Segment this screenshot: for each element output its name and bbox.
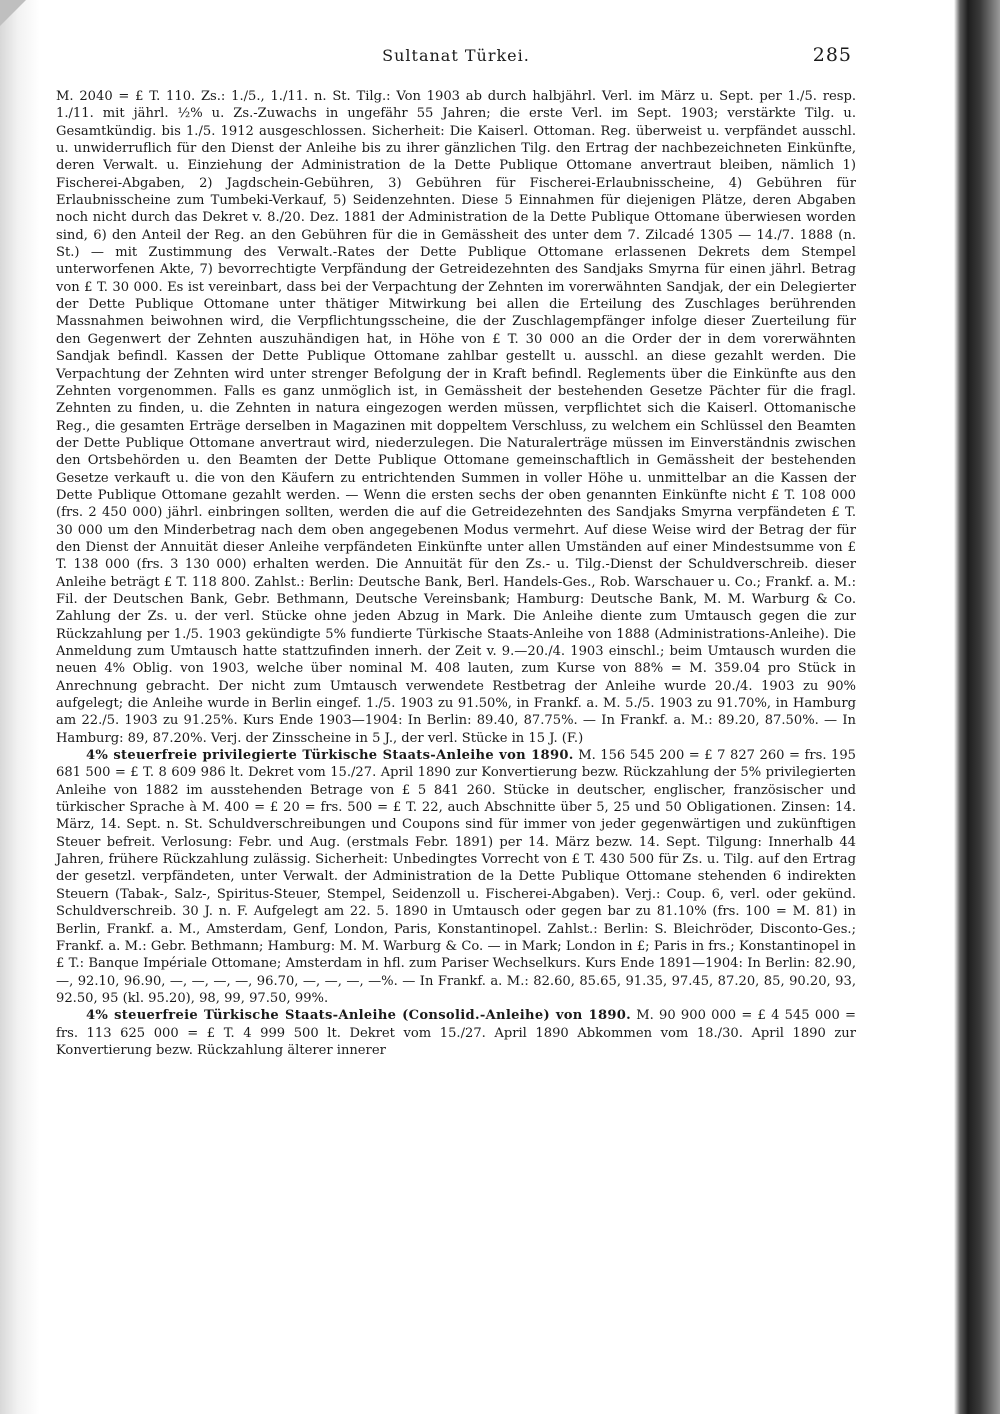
book-binding-edge	[954, 0, 1000, 1414]
paragraph-text: M. 2040 = £ T. 110. Zs.: 1./5., 1./11. n. St. Tilg.: Von 1903 ab durch halbjährl. Verl. im März u. Sept. per 1./5. resp. 1./11. mit jährl. ½% u. Zs.-Zuwachs in ungefähr 55 Jahren; die erste Verl. im Sept. 1903; verstärkte Tilg. u. Gesamtkündig. bis 1./5. 1912 ausgeschlossen. Sicherheit: Die Kaiserl. Ottoman. Reg. überweist u. verpfändet ausschl. u. unwiderruflich für den Dienst der Anleihe bis zu ihrer gänzlichen Tilg. den Ertrag der nachbezeichneten Einkünfte, deren Verwalt. u. Einziehung der Administration de la Dette Publique Ottomane anvertraut bleiben, nämlich 1) Fischerei-Abgaben, 2) Jagdschein-Gebühren, 3) Gebühren für Fischerei-Erlaubnisscheine, 4) Gebühren für Erlaubnisscheine zum Tumbeki-Verkauf, 5) Seidenzehnten. Diese 5 Einnahmen für diejenigen Plätze, deren Abgaben noch nicht durch das Dekret v. 8./20. Dez. 1881 der Administration de la Dette Publique Ottomane überwiesen worden sind, 6) den Anteil der Reg. an den Gebühren für die in Gemässheit des unter dem 7. Zilcadé 1305 — 14./7. 1888 (n. St.) — mit Zustimmung des Verwalt.-Rates der Dette Publique Ottomane erlassenen Dekrets dem Stempel unterworfenen Akte, 7) bevorrechtigte Verpfändung der Getreidezehnten des Sandjaks Smyrna für einen jährl. Betrag von £ T. 30 000. Es ist vereinbart, dass bei der Verpachtung der Zehnten im vorerwähnten Sandjak, der ein Delegierter der Dette Publique Ottomane unter thätiger Mitwirkung bei allen die Erteilung des Zuschlages berührenden Massnahmen beiwohnen wird, die Verpflichtungsscheine, die der Zuschlagempfänger infolge dieser Zuerteilung für den Gegenwert der Zehnten auszuhändigen hat, in Höhe von £ T. 30 000 an die Order der in dem vorerwähnten Sandjak befindl. Kassen der Dette Publique Ottomane zahlbar gestellt u. ausschl. an diese gezahlt werden. Die Verpachtung der Zehnten wird unter strenger Befolgung der in Kraft befindl. Reglements über die Einkünfte aus den Zehnten vorgenommen. Falls es ganz unmöglich ist, in Gemässheit der bestehenden Gesetze Pächter für die fragl. Zehnten zu finden, u. die Zehnten in natura eingezogen werden müssen, verpflichtet sich die Kaiserl. Ottomanische Reg., die gesamten Erträge derselben in Magazinen mit doppeltem Verschluss, zu welchem ein Schlüssel den Beamten der Dette Publique Ottomane anvertraut wird, niederzulegen. Die Naturalerträge müssen im Einverständnis zwischen den Ortsbehörden u. den Beamten der Dette Publique Ottomane gemeinschaftlich in Gemässheit der bestehenden Gesetze verkauft u. die von den Käufern zu entrichtenden Summen in voller Höhe u. unmittelbar an die Kassen der Dette Publique Ottomane gezahlt werden. — Wenn die ersten sechs der oben genannten Einkünfte nicht £ T. 108 000 (frs. 2 450 000) jährl. einbringen sollten, werden die auf die Getreidezehnten des Sandjaks Smyrna verpfändeten £ T. 30 000 um den Minderbetrag nach dem oben angegebenen Modus vermehrt. Auf diese Weise wird der Betrag der für den Dienst der Annuität dieser Anleihe verpfändeten Einkünfte unter allen Umständen auf einer Mindestsumme von £ T. 138 000 (frs. 3 130 000) erhalten werden. Die Annuität für den Zs.- u. Tilg.-Dienst der Schuldverschreib. dieser Anleihe beträgt £ T. 118 800. Zahlst.: Berlin: Deutsche Bank, Berl. Handels-Ges., Rob. Warschauer u. Co.; Frankf. a. M.: Fil. der Deutschen Bank, Gebr. Bethmann, Deutsche Vereinsbank; Hamburg: Deutsche Bank, M. M. Warburg & Co. Zahlung der Zs. u. der verl. Stücke ohne jeden Abzug in Mark. Die Anleihe diente zum Umtausch gegen die zur Rückzahlung per 1./5. 1903 gekündigte 5% fundierte Türkische Staats-Anleihe von 1888 (Administrations-Anleihe). Die Anmeldung zum Umtausch hatte stattzufinden innerh. der Zeit v. 9.—20./4. 1903 einschl.; beim Umtausch wurden die neuen 4% Oblig. von 1903, welche über nominal M. 408 lauten, zum Kurse von 88% = M. 359.04 pro Stück in Anrechnung gebracht. Der nicht zum Umtausch verwendete Restbetrag der Anleihe wurde 20./4. 1903 zu 90% aufgelegt; die Anleihe wurde in Berlin eingef. 1./5. 1903 zu 91.50%, in Frankf. a. M. 5./5. 1903 zu 91.70%, in Hamburg am 22./5. 1903 zu 91.25%. Kurs Ende 1903—1904: In Berlin: 89.40, 87.75%. — In Frankf. a. M.: 89.20, 87.50%. — In Hamburg: 89, 87.20%. Verj. der Zinsscheine in 5 J., der verl. Stücke in 15 J. (F.)	[56, 89, 856, 746]
paragraph-loan-1890-privileged	[56, 747, 856, 1007]
body-text	[56, 88, 856, 1059]
corner-sticker	[0, 0, 26, 26]
paragraph-text: M. 156 545 200 = £ 7 827 260 = frs. 195 681 500 = £ T. 8 609 986 lt. Dekret vom 15./27. April 1890 zur Konvertierung bezw. Rückzahlung der 5% privilegierten Anleihe von 1882 im ausstehenden Betrage von £ 5 841 260. Stücke in deutscher, englischer, französischer und türkischer Sprache à M. 400 = £ 20 = frs. 500 = £ T. 22, auch Abschnitte über 5, 25 und 50 Obligationen. Zinsen: 14. März, 14. Sept. n. St. Schuldverschreibungen und Coupons sind für immer von jeder gegenwärtigen und zukünftigen Steuer befreit. Verlosung: Febr. und Aug. (erstmals Febr. 1891) per 14. März bezw. 14. Sept. Tilgung: Innerhalb 44 Jahren, frühere Rückzahlung zulässig. Sicherheit: Unbedingtes Vorrecht von £ T. 430 500 für Zs. u. Tilg. auf den Ertrag der gesetzl. verpfändeten, unter Verwalt. der Administration de la Dette Publique Ottomane stehenden 6 indirekten Steuern (Tabak-, Salz-, Spiritus-Steuer, Stempel, Seidenzoll u. Fischerei-Abgaben). Verj.: Coup. 6, verl. oder gekünd. Schuldverschreib. 30 J. n. F. Aufgelegt am 22. 5. 1890 in Umtausch oder gegen bar zu 81.10% (frs. 100 = M. 81) in Berlin, Frankf. a. M., Amsterdam, Genf, London, Paris, Konstantinopel. Zahlst.: Berlin: S. Bleichröder, Disconto-Ges.; Frankf. a. M.: Gebr. Bethmann; Hamburg: M. M. Warburg & Co. — in Mark; London in £; Paris in frs.; Konstantinopel in £ T.: Banque Impériale Ottomane; Amsterdam in hfl. zum Pariser Wechselkurs. Kurs Ende 1891—1904: In Berlin: 82.90, —, 92.10, 96.90, —, —, —, —, 96.70, —, —, —, —%. — In Frankf. a. M.: 82.60, 85.65, 91.35, 97.45, 87.20, 85, 90.20, 93, 92.50, 95 (kl. 95.20), 98, 99, 97.50, 99%.	[56, 748, 856, 1006]
paragraph-loan-1903	[56, 88, 856, 747]
page-number: 285	[812, 44, 852, 66]
page-header	[56, 40, 856, 74]
loan-heading: 4% steuerfreie privilegierte Türkische Staats-Anleihe von 1890.	[86, 748, 574, 764]
paragraph-text: M. 90 900 000 = £ 4 545 000 = frs. 113 625 000 = £ T. 4 999 500 lt. Dekret vom 15./27. April 1890 Abkommen vom 18./30. April 1890 zur Konvertierung bezw. Rückzahlung älterer innerer	[56, 1008, 856, 1058]
document-page	[56, 40, 856, 1400]
loan-heading: 4% steuerfreie Türkische Staats-Anleihe (Consolid.-Anleihe) von 1890.	[86, 1008, 632, 1024]
running-title: Sultanat Türkei.	[382, 46, 530, 65]
paragraph-loan-1890-consolidated	[56, 1007, 856, 1059]
page-left-shadow	[0, 0, 40, 1414]
